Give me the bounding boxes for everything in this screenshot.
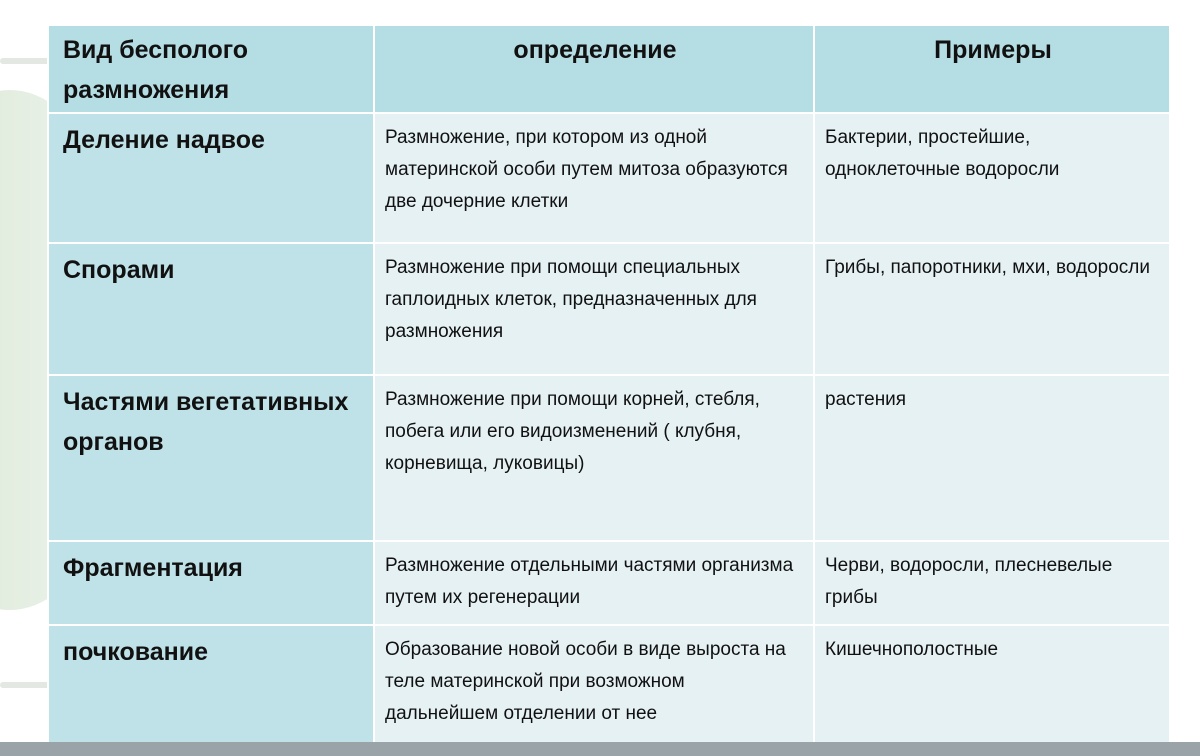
examples-cell: Черви, водоросли, плесневелые грибы (814, 541, 1170, 625)
table-row (48, 375, 1170, 541)
examples-cell: Бактерии, простейшие, одноклеточные водоросли (814, 113, 1170, 243)
bottom-bar (0, 742, 1200, 756)
definition-cell: Размножение отдельными частями организма путем их регенерации (374, 541, 814, 625)
table-header-row (48, 25, 1170, 113)
examples-cell: растения (814, 375, 1170, 541)
reproduction-type-cell: почкование (48, 625, 374, 756)
column-header-definition: определение (374, 25, 814, 113)
reproduction-type-cell: Фрагментация (48, 541, 374, 625)
table-row (48, 625, 1170, 756)
table-row (48, 243, 1170, 375)
definition-cell: Размножение при помощи специальных гаплоидных клеток, предназначенных для размножения (374, 243, 814, 375)
examples-cell: Кишечнополостные (814, 625, 1170, 756)
reproduction-type-cell: Частями вегетативных органов (48, 375, 374, 541)
column-header-examples: Примеры (814, 25, 1170, 113)
examples-cell: Грибы, папоротники, мхи, водоросли (814, 243, 1170, 375)
definition-cell: Образование новой особи в виде выроста на теле материнской при возможном дальнейшем отделении от нее (374, 625, 814, 756)
definition-cell: Размножение при помощи корней, стебля, побега или его видоизменений ( клубня, корневища, луковицы) (374, 375, 814, 541)
definition-cell: Размножение, при котором из одной материнской особи путем митоза образуются две дочерние клетки (374, 113, 814, 243)
reproduction-table (47, 24, 1171, 756)
table-row (48, 541, 1170, 625)
reproduction-type-cell: Деление надвое (48, 113, 374, 243)
table-row (48, 113, 1170, 243)
reproduction-type-cell: Спорами (48, 243, 374, 375)
column-header-type: Вид бесполого размножения (48, 25, 374, 113)
